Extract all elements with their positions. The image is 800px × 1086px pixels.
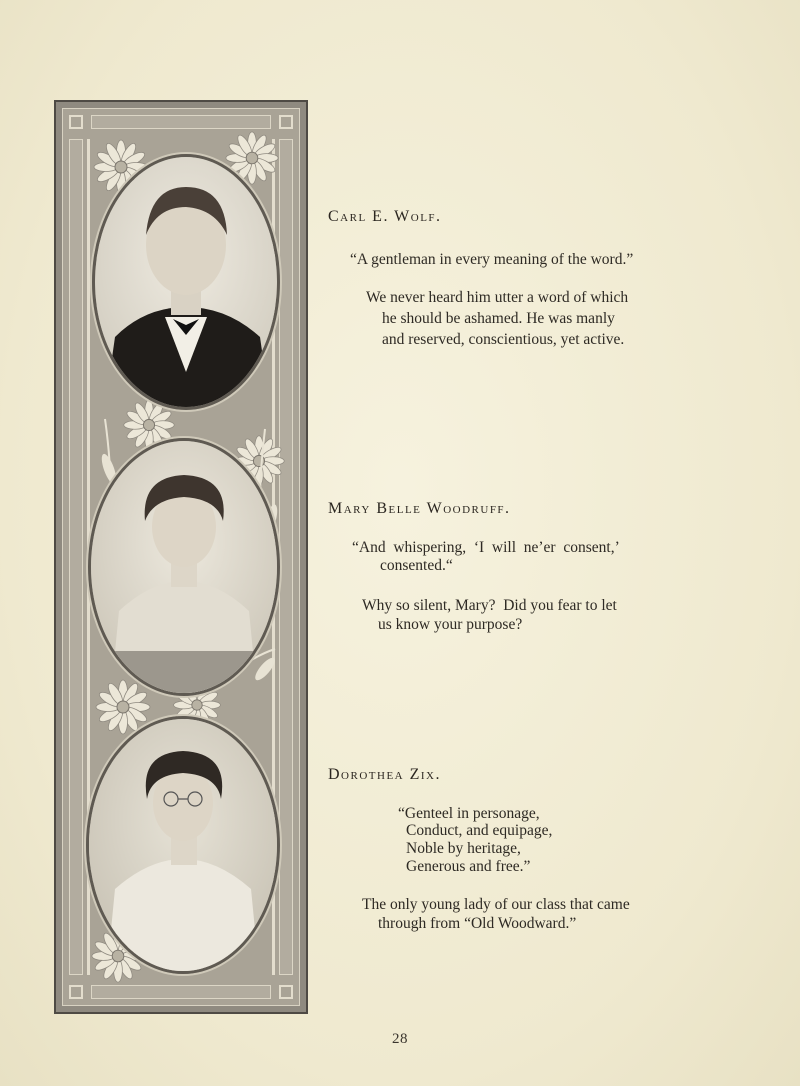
person-name: Dorothea Zix. xyxy=(328,766,441,783)
verse-line: Conduct, and equipage, xyxy=(406,822,553,839)
person-name: Mary Belle Woodruff. xyxy=(328,500,511,517)
corner-ornament xyxy=(279,115,293,129)
person-name: Carl E. Wolf. xyxy=(328,208,442,225)
corner-ornament xyxy=(279,985,293,999)
page-number: 28 xyxy=(392,1031,408,1047)
person-description-line: and reserved, conscientious, yet active. xyxy=(382,331,625,348)
verse-line: Noble by heritage, xyxy=(406,840,521,857)
portrait-photo xyxy=(86,716,280,974)
top-bar xyxy=(91,115,271,129)
portrait-photo xyxy=(88,438,280,696)
person-description-line: Why so silent, Mary? Did you fear to let xyxy=(362,597,617,614)
verse-line: Generous and free.” xyxy=(406,858,531,875)
verse-line: “Genteel in personage, xyxy=(398,805,540,822)
person-quote: “And whispering, ‘I will ne’er consent,’ xyxy=(352,539,620,556)
person-quote: “A gentleman in every meaning of the word.” xyxy=(350,251,634,268)
person-quote: consented.“ xyxy=(380,557,453,574)
bottom-bar xyxy=(91,985,271,999)
person-description-line: us know your purpose? xyxy=(378,616,523,633)
portrait-photo xyxy=(92,154,280,410)
person-description-line: We never heard him utter a word of which xyxy=(366,289,629,306)
portrait-panel xyxy=(54,100,308,1014)
corner-ornament xyxy=(69,115,83,129)
person-description-line: he should be ashamed. He was manly xyxy=(382,310,615,327)
left-rail xyxy=(69,139,83,975)
corner-ornament xyxy=(69,985,83,999)
person-description-line: The only young lady of our class that came xyxy=(362,896,630,913)
person-description-line: through from “Old Woodward.” xyxy=(378,915,577,932)
